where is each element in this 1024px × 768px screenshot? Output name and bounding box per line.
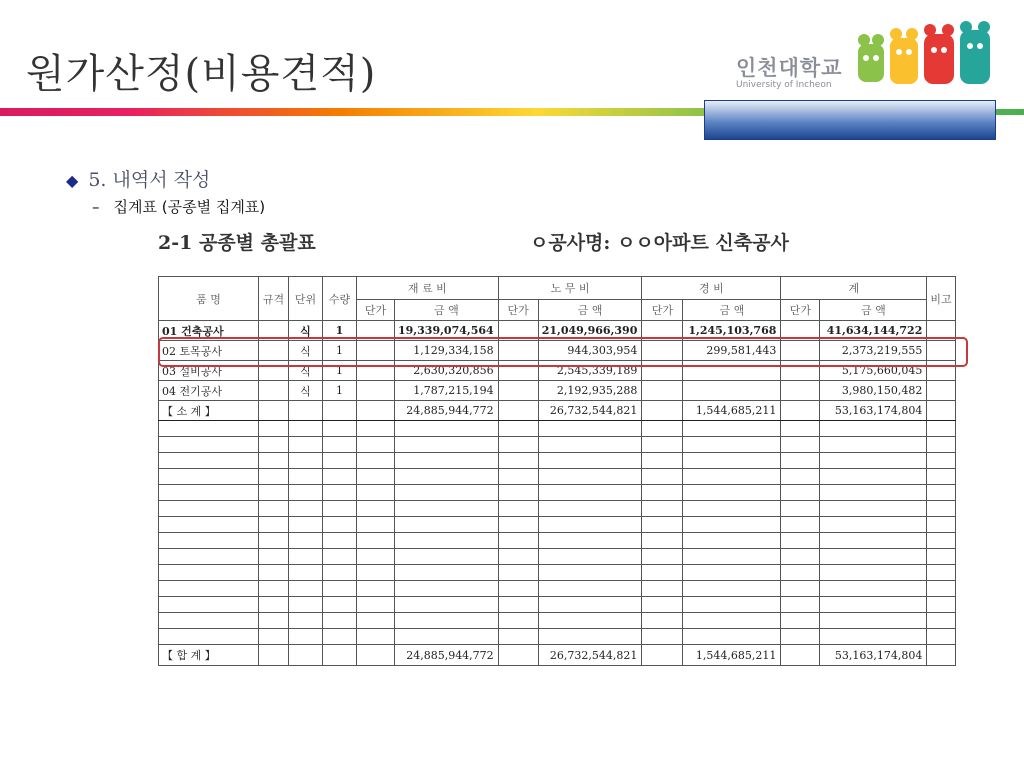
subtotal-label: 【 소 계 】 <box>159 401 259 421</box>
empty-table-row <box>159 437 956 453</box>
row-unit: 식 <box>289 341 323 361</box>
university-name-ko: 인천대학교 <box>736 56 843 80</box>
row-total: 41,634,144,722 <box>820 321 927 341</box>
empty-table-row <box>159 565 956 581</box>
row-labor: 21,049,966,390 <box>538 321 642 341</box>
dash-bullet-icon: – <box>92 198 100 216</box>
bullet-heading <box>66 165 210 192</box>
row-item: 01 건축공사 <box>159 321 259 341</box>
row-qty: 1 <box>323 341 357 361</box>
row-material: 19,339,074,564 <box>395 321 499 341</box>
cost-summary-table <box>158 276 956 666</box>
bullet-text: 5. 내역서 작성 <box>88 169 211 191</box>
row-item: 02 토목공사 <box>159 341 259 361</box>
university-logo <box>736 56 842 90</box>
row-qty: 1 <box>323 381 357 401</box>
subtotal-material: 24,885,944,772 <box>395 401 499 421</box>
empty-table-row <box>159 613 956 629</box>
highlight-box <box>158 337 968 367</box>
empty-table-row <box>159 453 956 469</box>
grand-total-label: 【 합 계 】 <box>159 645 259 666</box>
grand-total-expense: 1,544,685,211 <box>683 645 781 666</box>
row-labor: 2,192,935,288 <box>538 381 642 401</box>
header-remark: 비고 <box>927 277 955 321</box>
grand-total-total: 53,163,174,804 <box>820 645 927 666</box>
empty-table-row <box>159 581 956 597</box>
header-amount: 금 액 <box>395 300 499 321</box>
empty-table-row <box>159 485 956 501</box>
grand-total-row <box>159 645 956 666</box>
row-unit: 식 <box>289 381 323 401</box>
header-amount: 금 액 <box>683 300 781 321</box>
grand-total-material: 24,885,944,772 <box>395 645 499 666</box>
empty-table-row <box>159 549 956 565</box>
empty-table-row <box>159 501 956 517</box>
header-labor: 노 무 비 <box>498 277 642 300</box>
row-total: 3,980,150,482 <box>820 381 927 401</box>
row-qty: 1 <box>323 321 357 341</box>
row-item: 04 전기공사 <box>159 381 259 401</box>
diamond-bullet-icon: ◆ <box>66 171 79 190</box>
header-unit-price: 단가 <box>357 300 395 321</box>
empty-table-row <box>159 517 956 533</box>
empty-table-row <box>159 597 956 613</box>
title-gradient-bar <box>0 108 706 116</box>
row-qty: 1 <box>323 361 357 381</box>
header-unit-price: 단가 <box>498 300 538 321</box>
row-labor: 2,545,339,189 <box>538 361 642 381</box>
blank-rows <box>159 421 956 645</box>
header-unit: 단위 <box>289 277 323 321</box>
university-name-en: University of Incheon <box>736 80 832 90</box>
row-labor: 944,303,954 <box>538 341 642 361</box>
header-amount: 금 액 <box>538 300 642 321</box>
document-title: 2-1 공종별 총괄표 <box>158 232 316 254</box>
mascot-characters-icon <box>850 20 1000 92</box>
row-expense <box>683 381 781 401</box>
empty-table-row <box>159 533 956 549</box>
scanned-document <box>118 222 982 720</box>
row-expense: 1,245,103,768 <box>683 321 781 341</box>
row-material: 2,630,320,856 <box>395 361 499 381</box>
subtotal-labor: 26,732,544,821 <box>538 401 642 421</box>
empty-table-row <box>159 629 956 645</box>
slide-title: 원가산정(비용견적) <box>26 51 377 97</box>
empty-table-row <box>159 421 956 437</box>
header-qty: 수량 <box>323 277 357 321</box>
header-amount: 금 액 <box>820 300 927 321</box>
header-material: 재 료 비 <box>357 277 499 300</box>
grand-total-labor: 26,732,544,821 <box>538 645 642 666</box>
decorative-blue-box <box>704 100 996 140</box>
row-item: 03 설비공사 <box>159 361 259 381</box>
row-unit: 식 <box>289 361 323 381</box>
header-spec: 규격 <box>259 277 289 321</box>
header-total: 계 <box>781 277 927 300</box>
header-unit-price: 단가 <box>642 300 683 321</box>
row-total: 5,175,660,045 <box>820 361 927 381</box>
row-material: 1,787,215,194 <box>395 381 499 401</box>
header-item: 품 명 <box>159 277 259 321</box>
subtotal-total: 53,163,174,804 <box>820 401 927 421</box>
row-material: 1,129,334,158 <box>395 341 499 361</box>
table-row <box>159 381 956 401</box>
header-unit-price: 단가 <box>781 300 820 321</box>
subtotal-row <box>159 401 956 421</box>
row-total: 2,373,219,555 <box>820 341 927 361</box>
header-expense: 경 비 <box>642 277 781 300</box>
subtotal-expense: 1,544,685,211 <box>683 401 781 421</box>
document-project-name: ㅇ공사명: ㅇㅇ아파트 신축공사 <box>530 232 789 254</box>
empty-table-row <box>159 469 956 485</box>
row-expense: 299,581,443 <box>683 341 781 361</box>
row-unit: 식 <box>289 321 323 341</box>
sub-bullet <box>92 196 265 217</box>
sub-bullet-text: 집계표 (공종별 집계표) <box>113 198 266 216</box>
